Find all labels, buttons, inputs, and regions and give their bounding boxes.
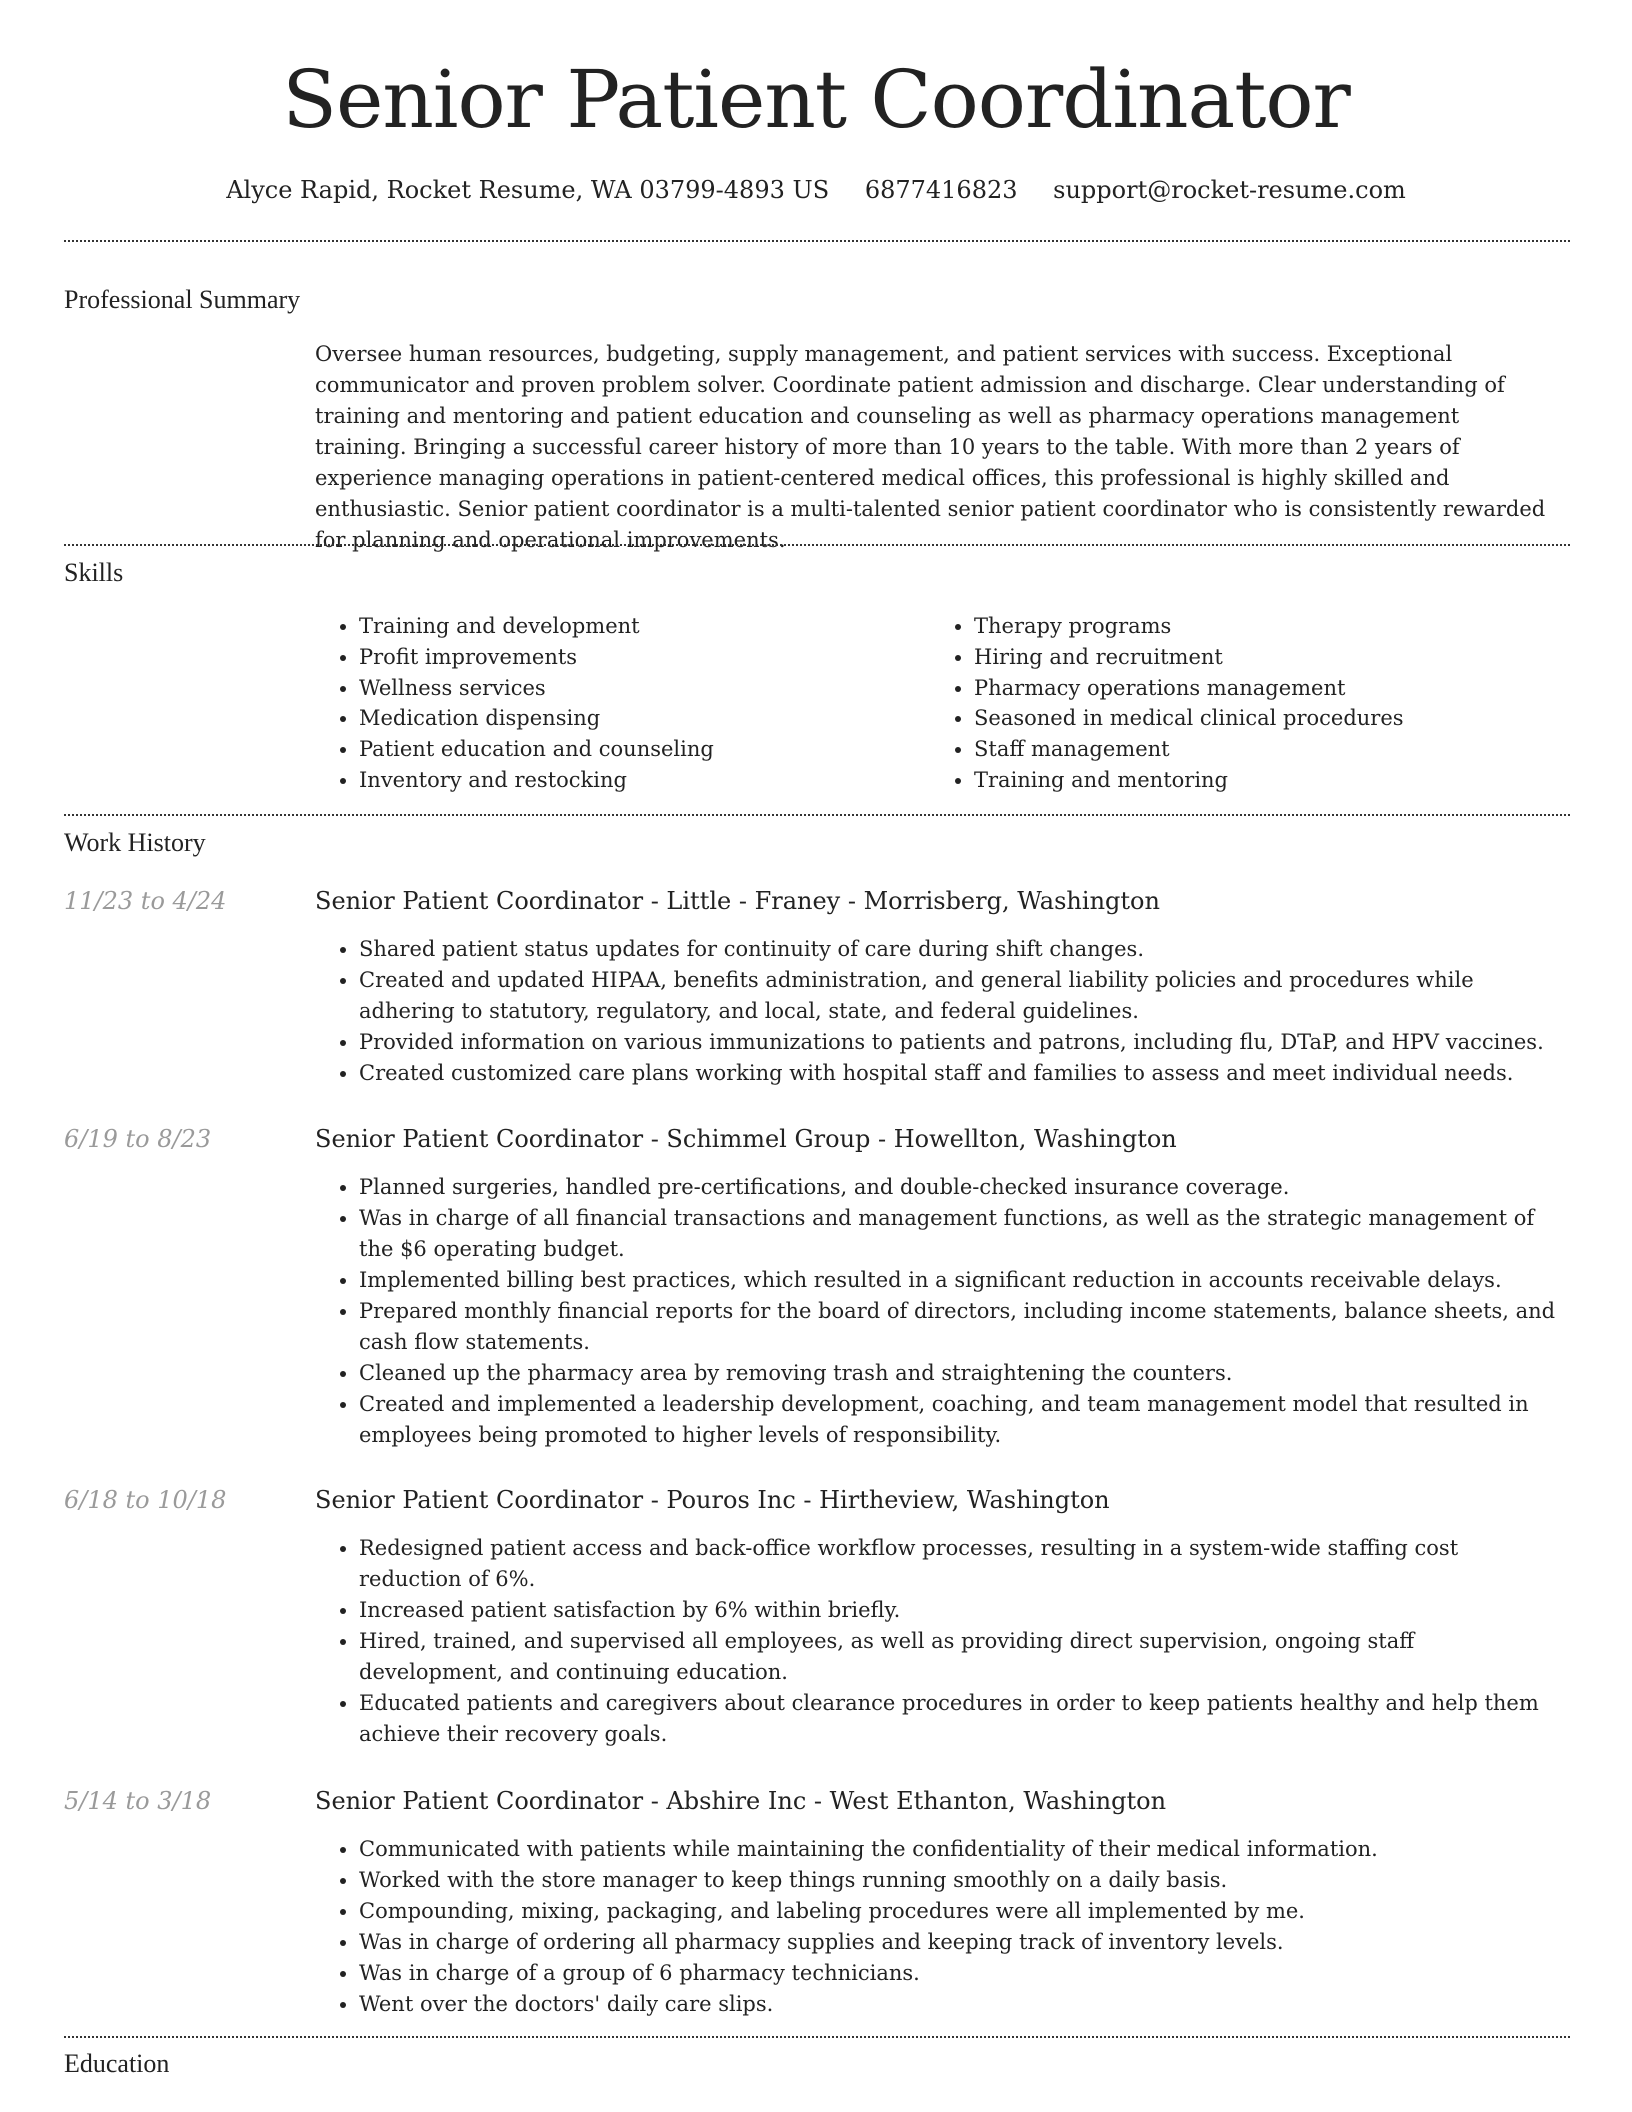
job-bullet: • Was in charge of a group of 6 pharmacy technicians. [359, 1958, 1559, 1989]
job-bullet: • Compounding, mixing, packaging, and labeling procedures were all implemented by me. [359, 1896, 1559, 1927]
job-bullet: • Increased patient satisfaction by 6% within briefly. [359, 1595, 1559, 1626]
job-bullet: • Communicated with patients while maintaining the confidentiality of their medical information. [359, 1834, 1559, 1865]
job-bullet: • Hired, trained, and supervised all employees, as well as providing direct supervision, ongoing staff development, and continuing education. [359, 1626, 1559, 1688]
job-bullet: • Prepared monthly financial reports for the board of directors, including income statements, balance sheets, and cash flow statements. [359, 1296, 1559, 1358]
job-bullet: • Shared patient status updates for continuity of care during shift changes. [359, 934, 1559, 965]
skill-item: • Profit improvements [359, 642, 939, 673]
job-dates: 6/19 to 8/23 [64, 1125, 212, 1153]
section-divider [64, 814, 1570, 816]
job-bullet: • Redesigned patient access and back-office workflow processes, resulting in a system-wide staffing cost reduction of 6%. [359, 1533, 1559, 1595]
job-bullet: • Provided information on various immunizations to patients and patrons, including flu, DTaP, and HPV vaccines. [359, 1027, 1559, 1058]
contact-email[interactable]: support@rocket-resume.com [1053, 176, 1406, 204]
job-bullet: • Created customized care plans working with hospital staff and families to assess and meet individual needs. [359, 1058, 1559, 1089]
job-title: Senior Patient Coordinator - Schimmel Group - Howellton, Washington [315, 1125, 1177, 1153]
section-divider [64, 544, 1570, 546]
job-bullets [315, 1172, 1559, 1451]
job-bullet: • Planned surgeries, handled pre-certifications, and double-checked insurance coverage. [359, 1172, 1559, 1203]
skill-item: • Pharmacy operations management [974, 673, 1554, 704]
skill-item: • Seasoned in medical clinical procedures [974, 703, 1554, 734]
job-bullet: • Went over the doctors' daily care slips. [359, 1989, 1559, 2020]
section-divider [64, 2036, 1570, 2038]
job-dates: 6/18 to 10/18 [64, 1486, 227, 1514]
education-heading: Education [64, 2049, 170, 2078]
contact-address: Alyce Rapid, Rocket Resume, WA 03799-4893 US [226, 176, 830, 204]
skill-item: • Hiring and recruitment [974, 642, 1554, 673]
skill-item: • Training and development [359, 611, 939, 642]
contact-line [0, 170, 1632, 210]
skill-item: • Staff management [974, 734, 1554, 765]
resume-title: Senior Patient Coordinator [282, 53, 1350, 146]
work-heading: Work History [64, 828, 206, 857]
job-bullets [315, 1533, 1559, 1750]
skill-item: • Therapy programs [974, 611, 1554, 642]
job-title: Senior Patient Coordinator - Abshire Inc - West Ethanton, Washington [315, 1787, 1167, 1815]
job-bullet: • Cleaned up the pharmacy area by removing trash and straightening the counters. [359, 1358, 1559, 1389]
job-bullet: • Created and implemented a leadership development, coaching, and team management model that resulted in employees being promoted to higher levels of responsibility. [359, 1389, 1559, 1451]
job-dates: 5/14 to 3/18 [64, 1787, 212, 1815]
skills-heading: Skills [64, 558, 124, 587]
job-bullet: • Worked with the store manager to keep things running smoothly on a daily basis. [359, 1865, 1559, 1896]
summary-heading: Professional Summary [64, 285, 301, 314]
skills-list-left [315, 611, 939, 796]
job-bullets [315, 934, 1559, 1089]
job-bullet: • Created and updated HIPAA, benefits administration, and general liability policies and procedures while adhering to statutory, regulatory, and local, state, and federal guidelines. [359, 965, 1559, 1027]
job-dates: 11/23 to 4/24 [64, 887, 227, 915]
job-title: Senior Patient Coordinator - Pouros Inc - Hirtheview, Washington [315, 1486, 1110, 1514]
skill-item: • Wellness services [359, 673, 939, 704]
section-divider [64, 240, 1570, 242]
contact-phone: 6877416823 [864, 176, 1018, 204]
job-title: Senior Patient Coordinator - Little - Franey - Morrisberg, Washington [315, 887, 1160, 915]
skill-item: • Medication dispensing [359, 703, 939, 734]
skill-item: • Inventory and restocking [359, 765, 939, 796]
skill-item: • Patient education and counseling [359, 734, 939, 765]
job-bullet: • Was in charge of ordering all pharmacy supplies and keeping track of inventory levels. [359, 1927, 1559, 1958]
job-bullet: • Educated patients and caregivers about clearance procedures in order to keep patients healthy and help them achieve their recovery goals. [359, 1688, 1559, 1750]
skill-item: • Training and mentoring [974, 765, 1554, 796]
job-bullets [315, 1834, 1559, 2020]
job-bullet: • Implemented billing best practices, which resulted in a significant reduction in accounts receivable delays. [359, 1265, 1559, 1296]
skills-list-right [930, 611, 1554, 796]
summary-text: Oversee human resources, budgeting, supply management, and patient services with success. Exceptional communicator and proven problem solver. Coordinate patient admission and discharge. Clear understanding of training and mentoring and patient education and counseling as well as pharmacy operations management training. Bringing a successful career history of more than 10 years to the table. With more than 2 years of experience managing operations in patient-centered medical offices, this professional is highly skilled and enthusiastic. Senior patient coordinator is a multi-talented senior patient coordinator who is consistently rewarded for planning and operational improvements. [315, 342, 1546, 552]
job-bullet: • Was in charge of all financial transactions and management functions, as well as the strategic management of the $6 operating budget. [359, 1203, 1559, 1265]
